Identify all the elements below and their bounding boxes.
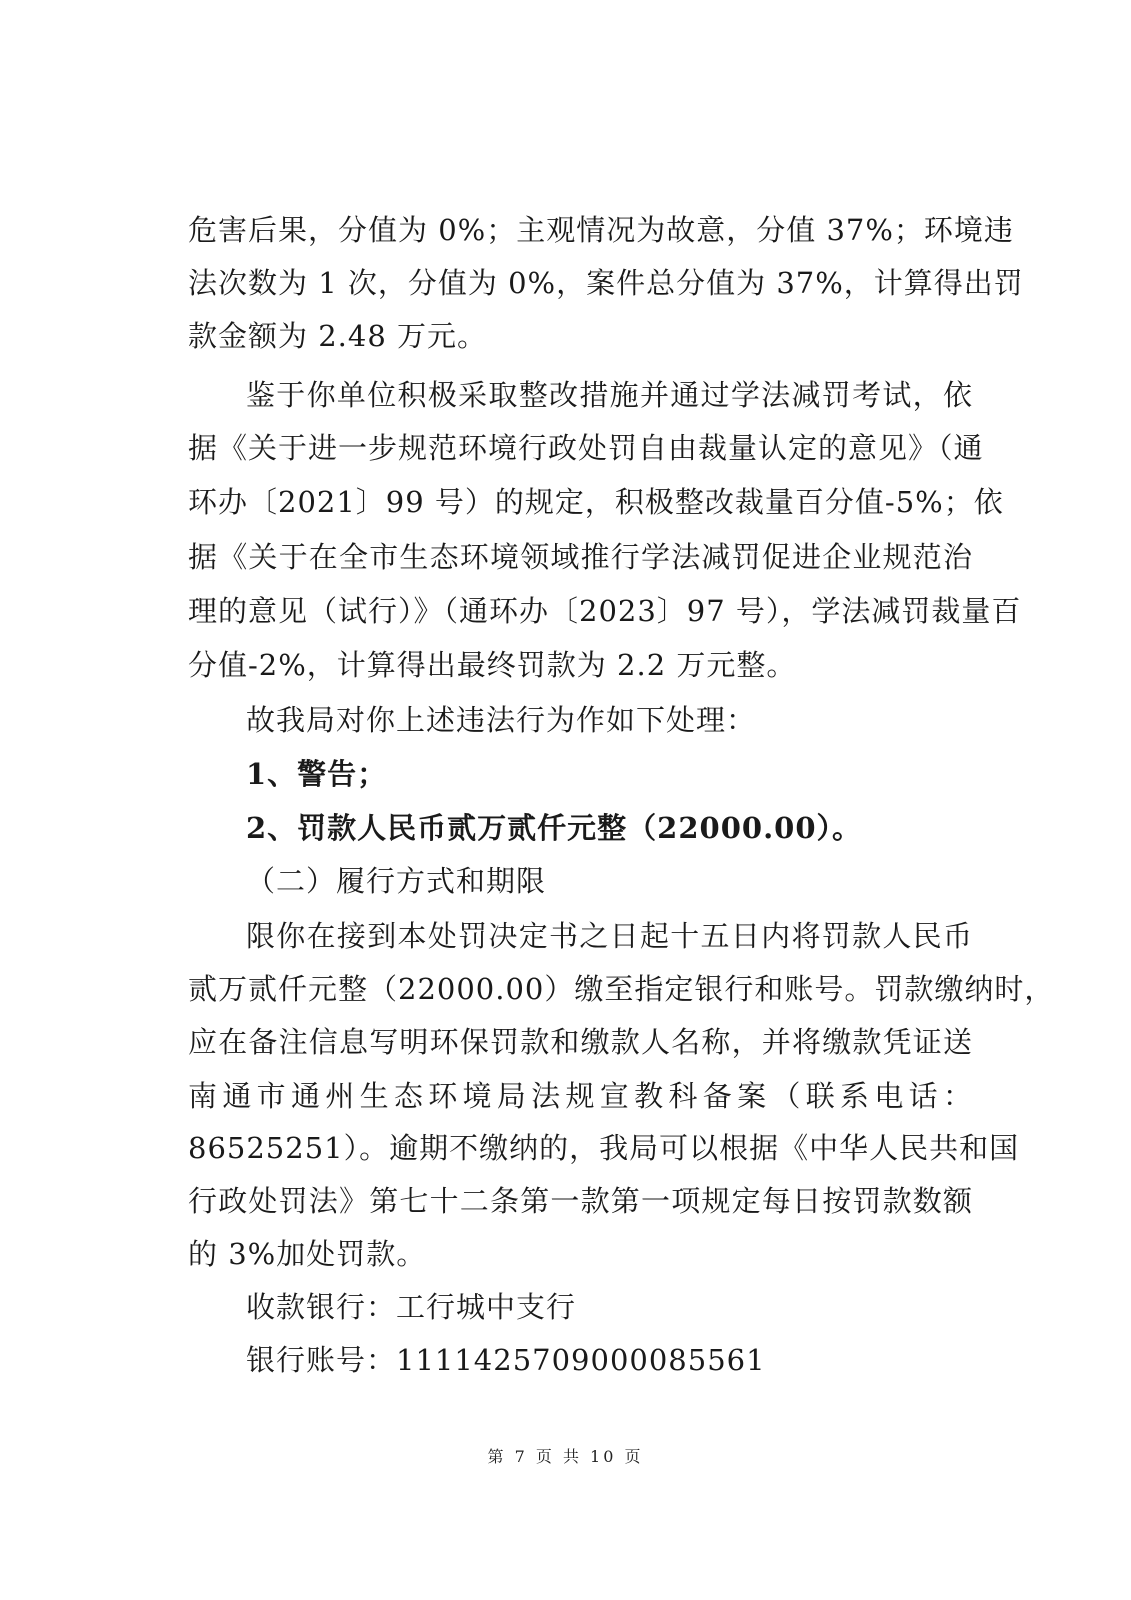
text-line: 危害后果，分值为 0%；主观情况为故意，分值 37%；环境违: [188, 213, 1014, 247]
bank-account: 银行账号：1111425709000085561: [246, 1343, 766, 1377]
text-line: 故我局对你上述违法行为作如下处理：: [246, 703, 757, 737]
text-line: 贰万贰仟元整（22000.00）缴至指定银行和账号。罚款缴纳时，: [188, 972, 1055, 1006]
text-line: 的 3%加处罚款。: [188, 1237, 427, 1271]
decision-item-warning: 1、警告；: [246, 757, 388, 791]
text-line: 南通市通州生态环境局法规宣教科备案（联系电话：: [188, 1079, 973, 1113]
text-line: 据《关于在全市生态环境领域推行学法减罚促进企业规范治: [188, 540, 973, 574]
text-line: 鉴于你单位积极采取整改措施并通过学法减罚考试，依: [246, 378, 973, 412]
text-line: 限你在接到本处罚决定书之日起十五日内将罚款人民币: [246, 919, 973, 953]
text-line: 据《关于进一步规范环境行政处罚自由裁量认定的意见》（通: [188, 431, 984, 465]
bank-name: 收款银行：工行城中支行: [246, 1290, 577, 1324]
text-line: 行政处罚法》第七十二条第一款第一项规定每日按罚款数额: [188, 1184, 973, 1218]
text-line: 环办〔2021〕99 号）的规定，积极整改裁量百分值-5%；依: [188, 485, 1004, 519]
text-line: 理的意见（试行）》（通环办〔2023〕97 号），学法减罚裁量百: [188, 594, 1022, 628]
text-line: 款金额为 2.48 万元。: [188, 319, 488, 353]
decision-item-fine: 2、罚款人民币贰万贰仟元整（22000.00）。: [246, 811, 863, 845]
text-line: 86525251）。逾期不缴纳的，我局可以根据《中华人民共和国: [188, 1131, 1020, 1165]
text-line: 分值-2%，计算得出最终罚款为 2.2 万元整。: [188, 648, 797, 682]
text-line: 应在备注信息写明环保罚款和缴款人名称，并将缴款凭证送: [188, 1025, 973, 1059]
page-number: 第 7 页 共 10 页: [487, 1447, 644, 1466]
text-line: 法次数为 1 次，分值为 0%，案件总分值为 37%，计算得出罚: [188, 266, 1024, 300]
section-heading: （二）履行方式和期限: [246, 864, 547, 898]
